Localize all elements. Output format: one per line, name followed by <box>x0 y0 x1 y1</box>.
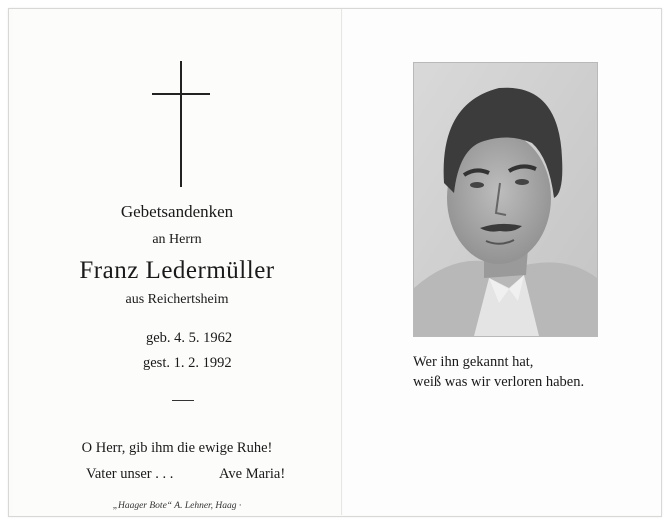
an-herrn-text: an Herrn <box>152 232 202 247</box>
quote-line-2: weiß was wir verloren haben. <box>413 374 585 390</box>
printer-imprint: „Haager Bote“ A. Lehner, Haag · <box>112 501 242 511</box>
memorial-card <box>8 8 662 517</box>
origin-text: aus Reichertsheim <box>125 292 229 307</box>
card-heading: Gebetsandenken <box>120 202 234 221</box>
portrait-photo <box>413 62 598 337</box>
cross-icon <box>152 61 212 187</box>
card-left-panel <box>13 9 342 515</box>
vater-unser-text: Vater unser . . . <box>86 466 174 482</box>
death-date: gest. 1. 2. 1992 <box>143 355 232 371</box>
card-right-panel <box>343 9 661 515</box>
ave-maria-text: Ave Maria! <box>219 466 286 482</box>
quote-line-1: Wer ihn gekannt hat, <box>413 354 534 370</box>
deceased-name: Franz Ledermüller <box>79 257 275 284</box>
prayer-line: O Herr, gib ihm die ewige Ruhe! <box>81 440 273 456</box>
divider-line <box>172 400 194 401</box>
birth-date: geb. 4. 5. 1962 <box>146 330 233 346</box>
